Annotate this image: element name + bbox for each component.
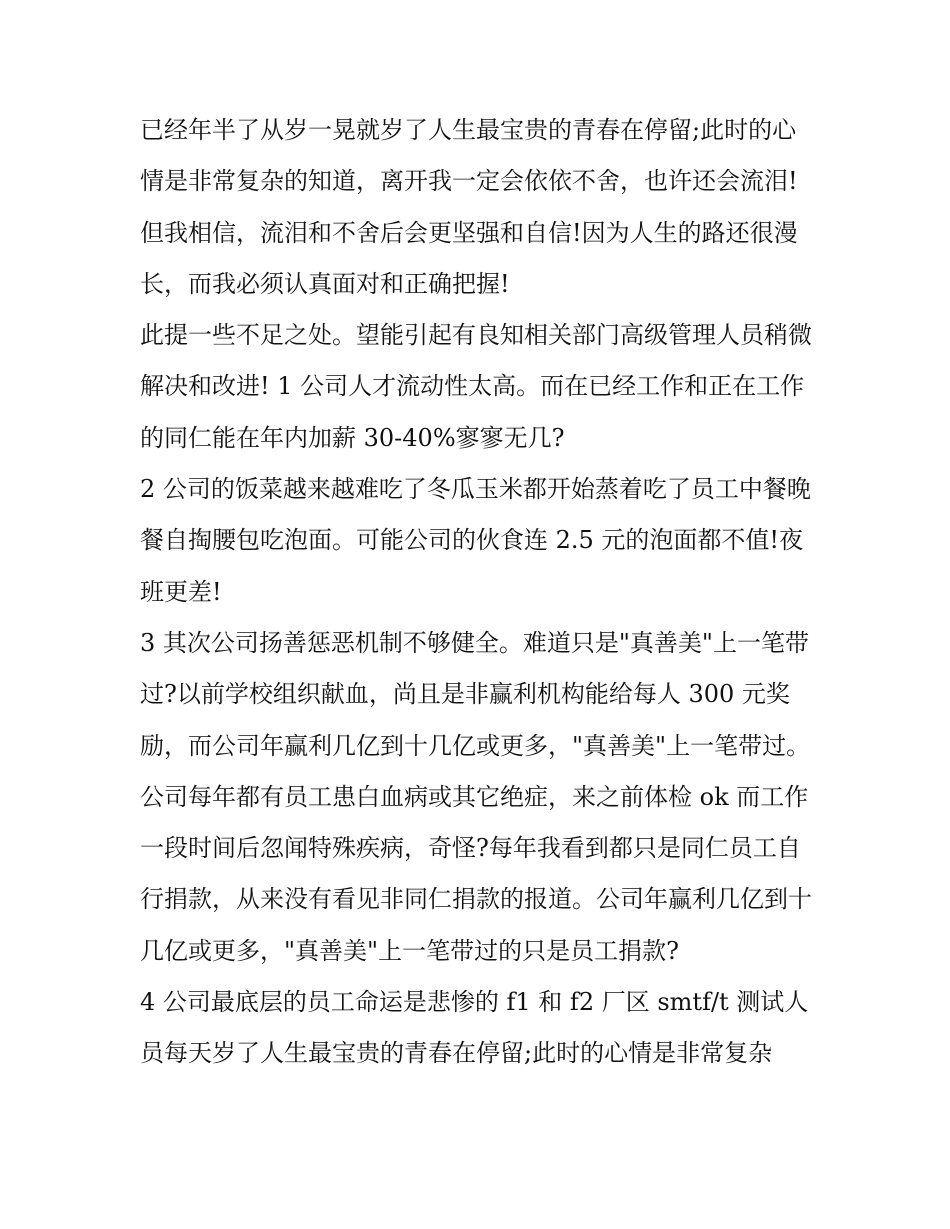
paragraph-1: 已经年半了从岁一晃就岁了人生最宝贵的青春在停留;此时的心情是非常复杂的知道，离开我一定会依依不舍，也许还会流泪!但我相信，流泪和不舍后会更坚强和自信!因为人生的路还很漫长，而我必须认真面对和正确把握! [140, 116, 798, 298]
paragraph-5: 4 公司最底层的员工命运是悲惨的 f1 和 f2 厂区 smtf/t 测试人员每天岁了人生最宝贵的青春在停留;此时的心情是非常复杂 [140, 988, 809, 1068]
document-body [140, 105, 820, 1080]
paragraph-2: 此提一些不足之处。望能引起有良知相关部门高级管理人员稍微解决和改进! 1 公司人才流动性太高。而在已经工作和正在工作的同仁能在年内加薪 30-40%寥寥无几? [140, 321, 812, 452]
paragraph-4: 3 其次公司扬善惩恶机制不够健全。难道只是"真善美"上一笔带过?以前学校组织献血，尚且是非赢利机构能给每人 300 元奖励，而公司年赢利几亿到十几亿或更多，"真善美"上一笔带过。公司每年都有员工患白血病或其它绝症，来之前体检 ok 而工作一段时间后忽闻特殊疾病，奇怪?每年我看到都只是同仁员工自行捐款，从来没有看见非同仁捐款的报道。公司年赢利几亿到十几亿或更多，"真善美"上一笔带过的只是员工捐款? [140, 628, 812, 965]
paragraph-3: 2 公司的饭菜越来越难吃了冬瓜玉米都开始蒸着吃了员工中餐晚餐自掏腰包吃泡面。可能公司的伙食连 2.5 元的泡面都不值!夜班更差! [140, 475, 811, 606]
